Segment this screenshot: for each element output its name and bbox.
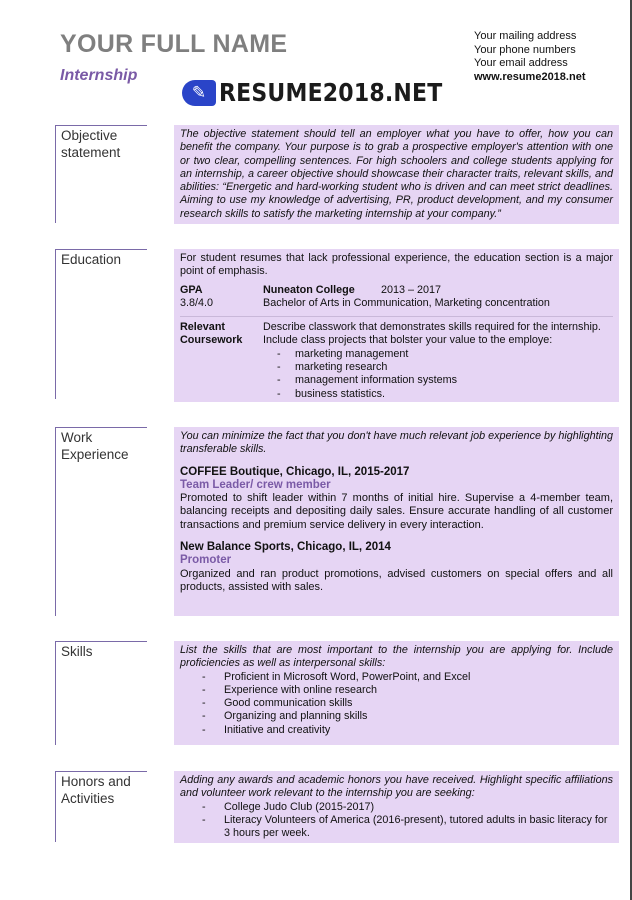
education-intro: For student resumes that lack professional experience, the education section is a major point of emphasis.	[180, 252, 613, 278]
website-link[interactable]: www.resume2018.net	[474, 70, 586, 83]
job-role: Promoter	[180, 554, 232, 567]
email-address: Your email address	[474, 57, 568, 69]
work-experience-box	[174, 427, 619, 616]
resume2018-logo	[182, 78, 442, 108]
gpa-row	[180, 284, 613, 311]
list-item: - College Judo Club (2015-2017)	[202, 801, 613, 814]
objective-text: The objective statement should tell an employer what you have to offer, how you can benefit the company. Your purpose is to grab a prospective employer's attention with one or two clear, compelling sentences. For high schoolers and college students applying for an internship, a career objective should showcase their character traits, relevant skills, and abilities: “Energetic and hard-working student who is driven and can meet strict deadlines. Aiming to use my knowledge of advertising, PR, product development, and my consumer research skills to satisfy the marketing internship at your company.”	[180, 128, 613, 220]
job-description: Promoted to shift leader within 7 months of initial hire. Supervise a 4-member team, balancing receipts and depositing daily sales. Ensure accurate handling of all customer transactions and premium service delivery in every interaction.	[180, 492, 613, 531]
objective-box	[174, 125, 619, 224]
job-company: COFFEE Boutique, Chicago, IL, 2015-2017	[180, 465, 410, 478]
objective-label: Objective statement	[55, 125, 147, 223]
job-description: Organized and ran product promotions, advised customers on special offers and all products, assisted with sales.	[180, 567, 613, 593]
gpa-label: GPA	[180, 283, 203, 296]
contact-block	[474, 30, 585, 84]
coursework-label-2: Coursework	[180, 334, 243, 347]
coursework-label-1: Relevant	[180, 321, 226, 334]
honors-box	[174, 771, 619, 843]
work-experience-label: Work Experience	[55, 427, 147, 616]
skills-box	[174, 641, 619, 745]
mailing-address: Your mailing address	[474, 30, 577, 42]
education-label: Education	[55, 249, 147, 399]
coursework-list	[277, 348, 613, 401]
skills-label: Skills	[55, 641, 147, 745]
list-item: - Literacy Volunteers of America (2016-present), tutored adults in basic literacy for 3 hours per week.	[202, 814, 613, 841]
list-item: - marketing management	[277, 348, 613, 361]
job-company: New Balance Sports, Chicago, IL, 2014	[180, 541, 391, 554]
gpa-value: 3.8/4.0	[180, 296, 214, 309]
list-item: - Proficient in Microsoft Word, PowerPoint, and Excel	[202, 671, 613, 684]
list-item: - Good communication skills	[202, 697, 613, 710]
resume-subtitle: Internship	[60, 67, 138, 84]
list-item: - management information systems	[277, 374, 613, 387]
list-item: - Initiative and creativity	[202, 724, 613, 737]
logo-text: RESUME2018.NET	[219, 78, 443, 108]
skills-list	[202, 671, 613, 737]
honors-label: Honors and Activities	[55, 771, 147, 842]
list-item: - marketing research	[277, 361, 613, 374]
divider	[180, 316, 613, 317]
coursework-line2: Include class projects that bolster your value to the employe:	[263, 334, 553, 347]
honors-intro: Adding any awards and academic honors you have received. Highlight specific affiliations and volunteer work relevant to the internship you are seeking:	[180, 774, 613, 800]
skills-intro: List the skills that are most important to the internship you are applying for. Include proficiencies as well as interpersonal skills:	[180, 644, 613, 670]
coursework-row	[180, 321, 613, 348]
phone-numbers: Your phone numbers	[474, 43, 576, 56]
job-role: Team Leader/ crew member	[180, 478, 331, 491]
degree: Bachelor of Arts in Communication, Marketing concentration	[263, 296, 550, 309]
full-name: YOUR FULL NAME	[60, 30, 288, 58]
coursework-line1: Describe classwork that demonstrates skills required for the internship.	[263, 321, 601, 334]
honors-list	[202, 801, 613, 841]
college-years: 2013 – 2017	[381, 283, 442, 296]
college-name: Nuneaton College	[263, 283, 355, 296]
pen-icon: ✎	[182, 80, 216, 106]
education-box	[174, 249, 619, 402]
work-intro: You can minimize the fact that you don't have much relevant job experience by highlighting transferable skills.	[180, 430, 613, 456]
list-item: - Organizing and planning skills	[202, 710, 613, 723]
list-item: - Experience with online research	[202, 684, 613, 697]
list-item: - business statistics.	[277, 388, 613, 401]
